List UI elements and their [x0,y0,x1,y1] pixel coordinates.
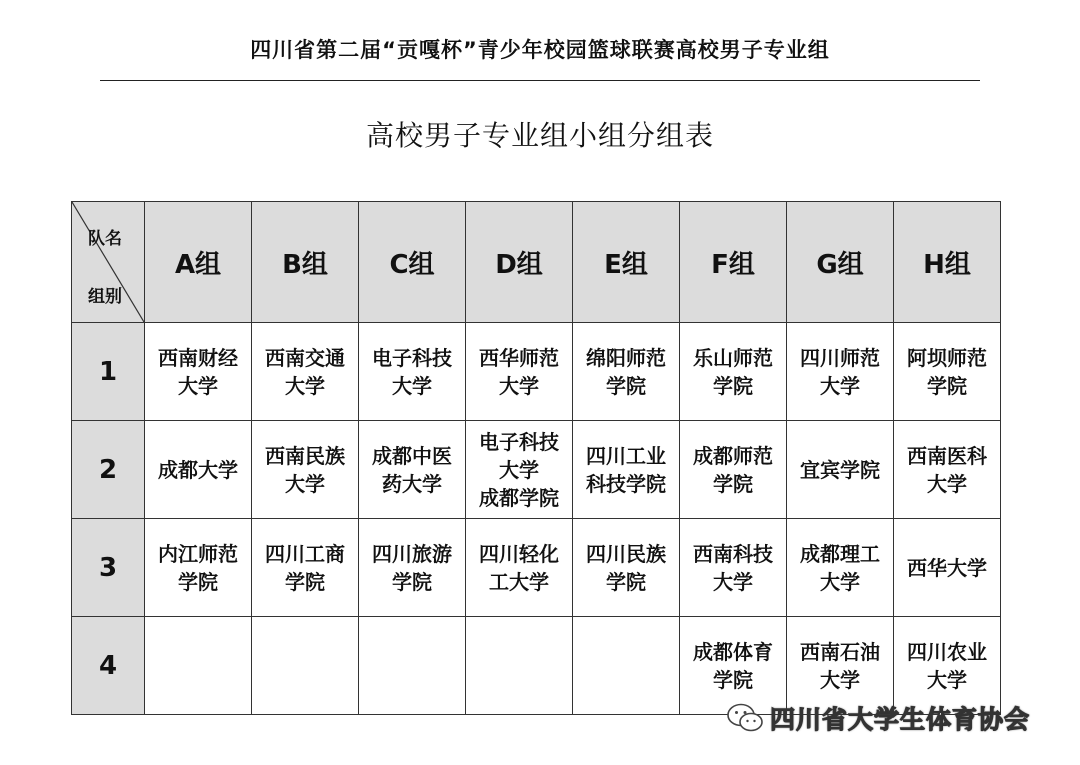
group-header: B组 [252,202,359,323]
group-table [71,201,1001,715]
group-header: H组 [894,202,1001,323]
team-cell [573,519,680,617]
team-name-line: 四川工商 [265,541,345,566]
team-cell [787,323,894,421]
team-name-line: 大学 [285,373,325,398]
row-number: 3 [72,519,145,617]
team-cell [145,323,252,421]
team-name-line: 电子科技 [372,345,452,370]
team-name-line: 学院 [178,569,218,594]
empty-cell [466,617,573,715]
team-cell [252,519,359,617]
team-name-line: 大学 [820,667,860,692]
empty-cell [252,617,359,715]
team-name-line: 大学 [927,667,967,692]
team-name-line: 药大学 [382,471,442,496]
team-name-line: 成都体育 [693,639,773,664]
team-name-line: 乐山师范 [693,345,773,370]
team-cell [145,519,252,617]
team-name-line: 四川农业 [907,639,987,664]
team-name-line: 学院 [392,569,432,594]
team-name-line: 阿坝师范 [907,345,987,370]
team-name-line: 学院 [713,471,753,496]
team-cell [359,519,466,617]
corner-label-group: 组别 [88,287,122,307]
team-name-line: 大学 [392,373,432,398]
team-name-line: 内江师范 [158,541,238,566]
team-name-line: 西华师范 [479,345,559,370]
team-name-line: 学院 [927,373,967,398]
group-header: E组 [573,202,680,323]
team-name-line: 大学 [820,569,860,594]
team-name-line: 西南财经 [158,345,238,370]
watermark-text: 四川省大学生体育协会 [770,705,1031,734]
team-cell [680,421,787,519]
team-name-line: 成都师范 [693,443,773,468]
team-cell [573,323,680,421]
team-name-line: 四川民族 [586,541,666,566]
team-name-line: 西南民族 [265,443,345,468]
team-name-line: 绵阳师范 [586,345,666,370]
group-header: C组 [359,202,466,323]
team-cell [894,421,1001,519]
team-name-line: 西华大学 [907,555,987,580]
team-cell [252,421,359,519]
team-cell [466,421,573,519]
team-name-line: 学院 [713,373,753,398]
team-name-line: 四川轻化 [479,541,559,566]
group-header: A组 [145,202,252,323]
table-row [72,323,1001,421]
team-name-line: 大学 [285,471,325,496]
team-cell [359,421,466,519]
team-cell [787,421,894,519]
team-name-line: 大学 [178,373,218,398]
team-name-line: 大学 [820,373,860,398]
team-name-line: 西南科技 [693,541,773,566]
team-cell [466,323,573,421]
group-header: F组 [680,202,787,323]
corner-label-team: 队名 [88,229,122,249]
header-title: 四川省第二届“贡嘎杯”青少年校园篮球联赛高校男子专业组 [250,38,830,62]
team-name-line: 成都大学 [158,457,238,482]
team-cell [680,519,787,617]
team-cell [680,323,787,421]
team-name-line: 电子科技 [479,429,559,454]
team-cell [894,323,1001,421]
team-cell [252,323,359,421]
team-name-line: 学院 [285,569,325,594]
team-name-line: 成都理工 [800,541,880,566]
table-row [72,421,1001,519]
team-name-line: 四川工业 [586,443,666,468]
watermark [726,700,1030,736]
team-name-line: 大学 [499,457,539,482]
table-row [72,519,1001,617]
team-cell [359,323,466,421]
team-name-line: 科技学院 [586,471,666,496]
table-corner [72,202,145,323]
team-cell [145,421,252,519]
team-name-line: 大学 [927,471,967,496]
team-name-line: 大学 [499,373,539,398]
row-number: 1 [72,323,145,421]
team-cell [466,519,573,617]
team-name-line: 成都学院 [479,485,559,510]
team-name-line: 工大学 [489,569,549,594]
team-name-line: 宜宾学院 [800,457,880,482]
wechat-icon [726,702,764,734]
team-name-line: 学院 [713,667,753,692]
team-cell [573,421,680,519]
team-name-line: 四川师范 [800,345,880,370]
document-title: 高校男子专业组小组分组表 [365,119,714,152]
team-name-line: 成都中医 [372,443,452,468]
team-cell [894,519,1001,617]
team-name-line: 学院 [606,373,646,398]
team-name-line: 学院 [606,569,646,594]
team-cell [787,519,894,617]
empty-cell [573,617,680,715]
group-header: D组 [466,202,573,323]
table-header-row [72,202,1001,323]
team-name-line: 大学 [713,569,753,594]
header-divider [100,80,980,81]
row-number: 2 [72,421,145,519]
team-name-line: 西南医科 [907,443,987,468]
team-name-line: 西南石油 [800,639,880,664]
empty-cell [359,617,466,715]
team-name-line: 四川旅游 [372,541,452,566]
empty-cell [145,617,252,715]
team-name-line: 西南交通 [265,345,345,370]
group-header: G组 [787,202,894,323]
row-number: 4 [72,617,145,715]
